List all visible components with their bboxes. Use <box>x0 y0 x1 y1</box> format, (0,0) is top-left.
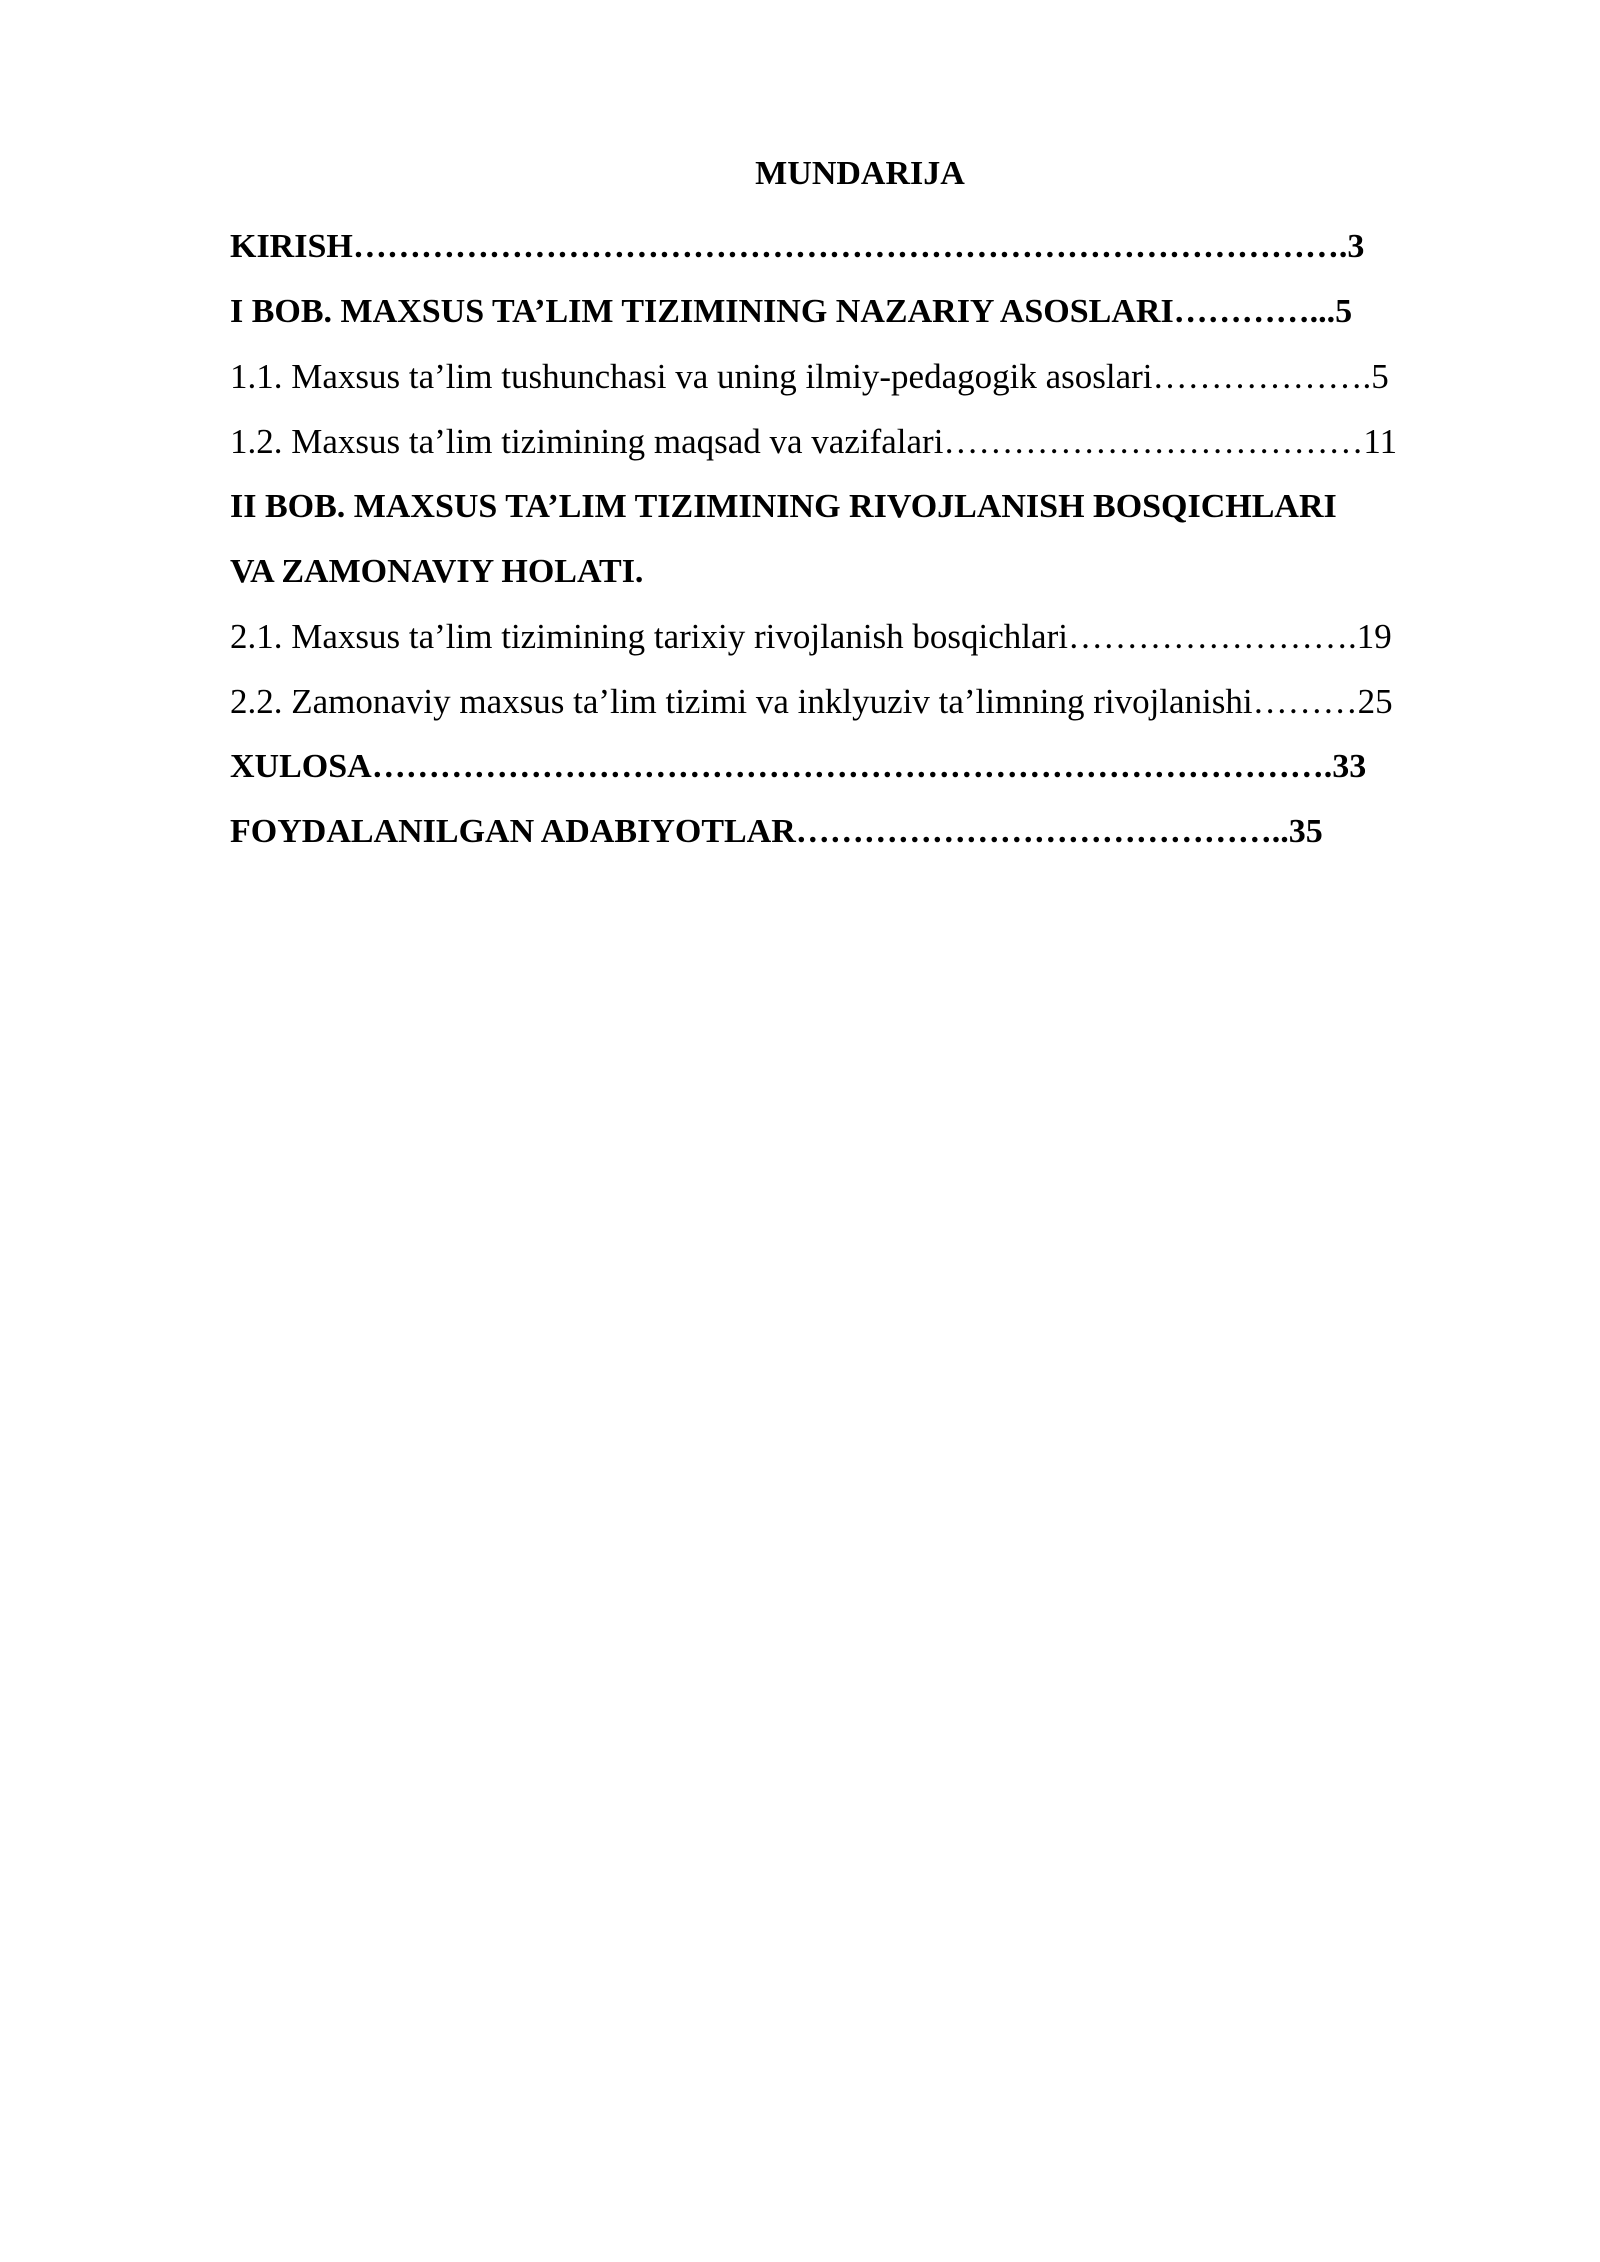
table-of-contents <box>230 214 1490 864</box>
toc-entry: 2.1. Maxsus ta’lim tizimining tarixiy rivojlanish bosqichlari…………………….19 <box>230 617 1392 656</box>
toc-entry: 1.2. Maxsus ta’lim tizimining maqsad va vazifalari………………………………11 <box>230 422 1398 461</box>
toc-entry: FOYDALANILGAN ADABIYOTLAR……………………………………..35 <box>230 813 1323 850</box>
page-title: MUNDARIJA <box>755 155 965 192</box>
toc-entry: KIRISH…………………………………………………………………………….3 <box>230 228 1365 265</box>
toc-entry: XULOSA………………………………………………………………………….33 <box>230 748 1367 785</box>
toc-entry: VA ZAMONAVIY HOLATI. <box>230 553 644 590</box>
toc-entry: 2.2. Zamonaviy maxsus ta’lim tizimi va inklyuziv ta’limning rivojlanishi………25 <box>230 682 1393 721</box>
toc-entry: I BOB. MAXSUS TA’LIM TIZIMINING NAZARIY ASOSLARI…………...5 <box>230 293 1353 330</box>
toc-entry: 1.1. Maxsus ta’lim tushunchasi va uning ilmiy-pedagogik asoslari……………….5 <box>230 357 1389 396</box>
toc-entry: II BOB. MAXSUS TA’LIM TIZIMINING RIVOJLANISH BOSQICHLARI <box>230 488 1337 525</box>
